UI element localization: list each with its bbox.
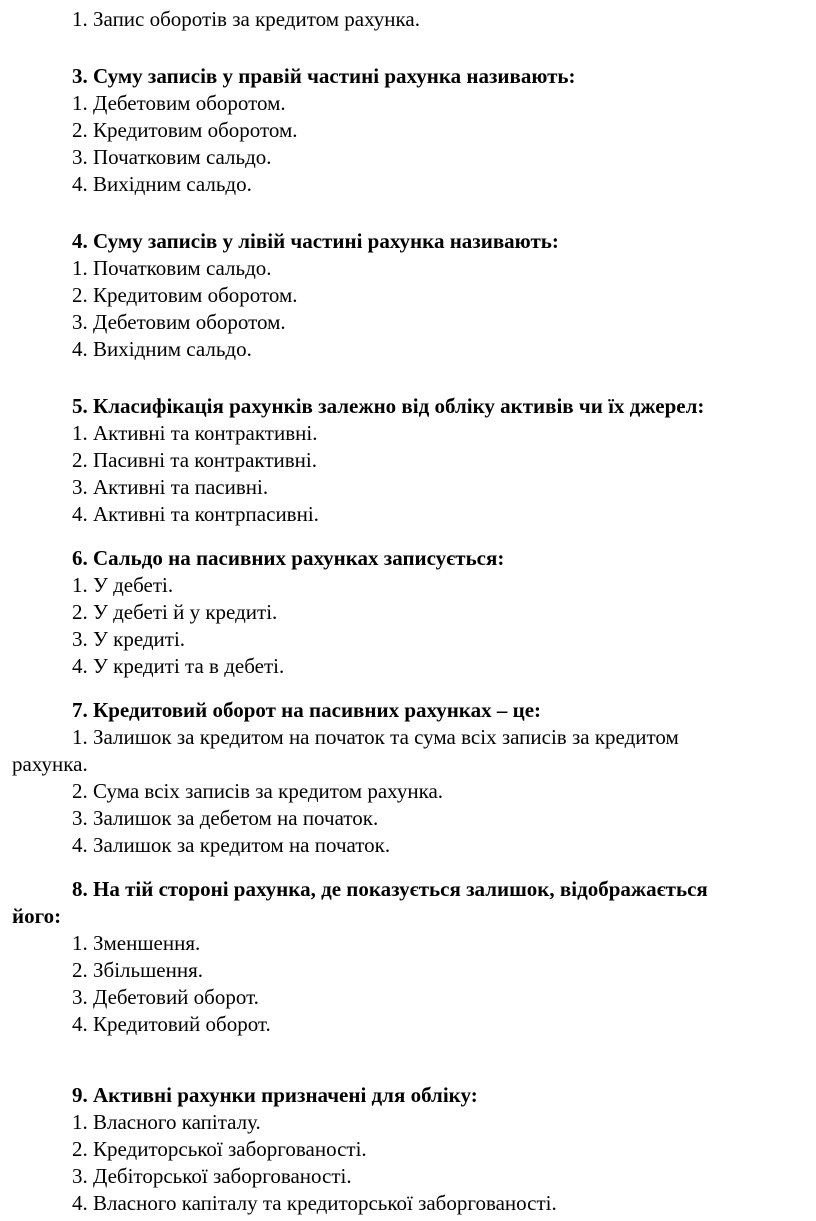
- question-9-title: 9. Активні рахунки призначені для обліку:: [72, 1083, 478, 1107]
- question-4-title: 4. Суму записів у лівій частині рахунка називають:: [72, 229, 559, 253]
- option-item: 4. Залишок за кредитом на початок.: [72, 833, 391, 857]
- option-item: 3. Дебетовий оборот.: [72, 985, 259, 1009]
- option-item: 2. Пасивні та контрактивні.: [72, 448, 317, 472]
- option-item: 3. Початковим сальдо.: [72, 145, 272, 169]
- option-item: 3. У кредиті.: [72, 627, 186, 651]
- option-item: 1. У дебеті.: [72, 573, 174, 597]
- option-item: 4. Кредитовий оборот.: [72, 1012, 271, 1036]
- option-item: 3. Дебетовим оборотом.: [72, 310, 286, 334]
- option-item: 4. Вихідним сальдо.: [72, 337, 252, 361]
- option-item: 1. Дебетовим оборотом.: [72, 91, 286, 115]
- question-8-title: 8. На тій стороні рахунка, де показується залишок, відображається: [72, 877, 708, 901]
- option-item: 1. Власного капіталу.: [72, 1110, 261, 1134]
- option-item: 3. Залишок за дебетом на початок.: [72, 806, 379, 830]
- question-8-title-continuation: його:: [12, 904, 62, 928]
- option-item: 2. Кредитовим оборотом.: [72, 283, 298, 307]
- option-item: 4. Власного капіталу та кредиторської заборгованості.: [72, 1191, 557, 1215]
- question-5-title: 5. Класифікація рахунків залежно від обліку активів чи їх джерел:: [72, 394, 705, 418]
- option-item: 2. Збільшення.: [72, 958, 203, 982]
- option-item: 2. Кредитовим оборотом.: [72, 118, 298, 142]
- option-item: 3. Дебіторської заборгованості.: [72, 1164, 352, 1188]
- option-item: 2. У дебеті й у кредиті.: [72, 600, 278, 624]
- option-item: 2. Кредиторської заборгованості.: [72, 1137, 367, 1161]
- option-item: 2. Сума всіх записів за кредитом рахунка.: [72, 779, 444, 803]
- option-item: 4. У кредиті та в дебеті.: [72, 654, 285, 678]
- option-item: 1. Початковим сальдо.: [72, 256, 272, 280]
- option-item: 4. Активні та контрпасивні.: [72, 502, 319, 526]
- option-item: 1. Активні та контрактивні.: [72, 421, 318, 445]
- option-item: 1. Зменшення.: [72, 931, 201, 955]
- option-item-continuation: рахунка.: [12, 752, 88, 776]
- option-item: 4. Вихідним сальдо.: [72, 172, 252, 196]
- option-item: 1. Запис оборотів за кредитом рахунка.: [72, 7, 420, 31]
- option-item: 1. Залишок за кредитом на початок та сума всіх записів за кредитом: [72, 725, 679, 749]
- question-3-title: 3. Суму записів у правій частині рахунка називають:: [72, 64, 576, 88]
- option-item: 3. Активні та пасивні.: [72, 475, 269, 499]
- question-7-title: 7. Кредитовий оборот на пасивних рахунках – це:: [72, 698, 542, 722]
- question-6-title: 6. Сальдо на пасивних рахунках записується:: [72, 546, 505, 570]
